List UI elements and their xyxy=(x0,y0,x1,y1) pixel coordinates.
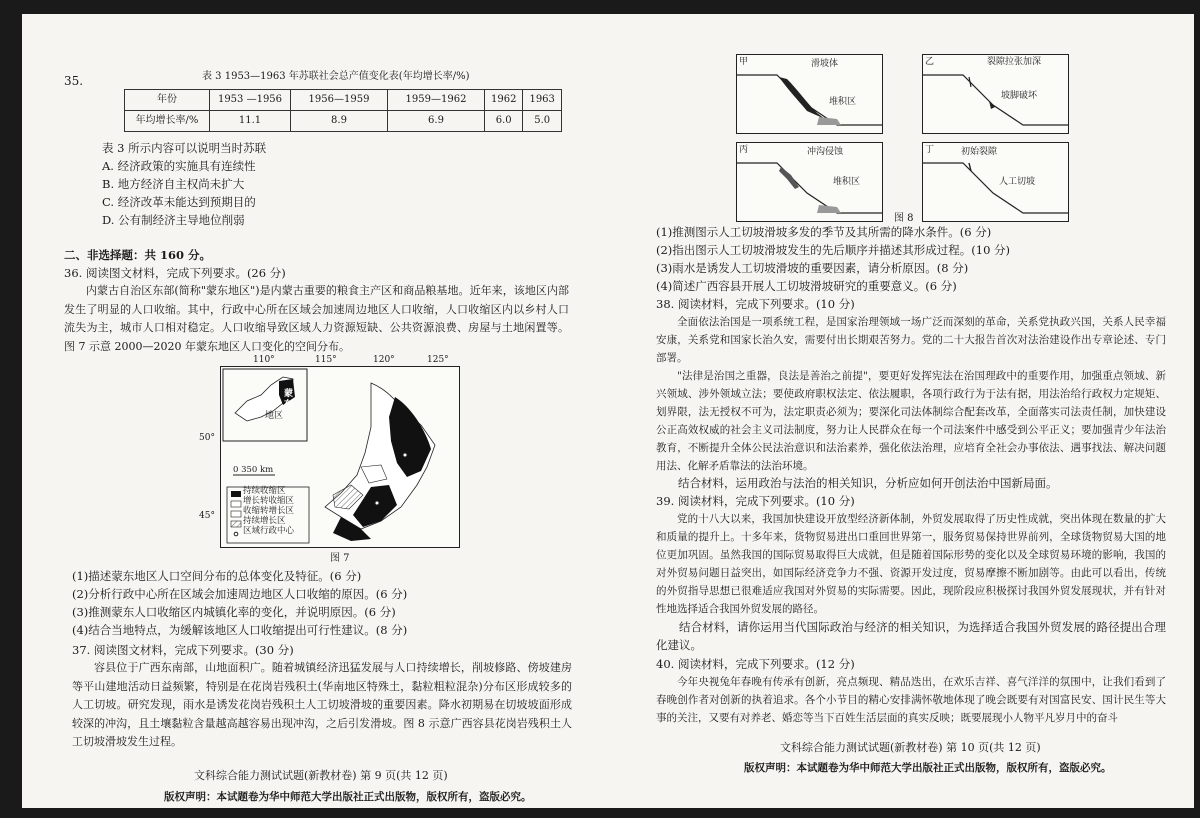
legend-swatch-shrink xyxy=(231,491,241,497)
question-36-heading: 36. 阅读图文材料，完成下列要求。(26 分) xyxy=(64,266,286,280)
question-40-heading: 40. 阅读材料，完成下列要求。(12 分) xyxy=(656,657,855,671)
table-cell: 1956—1959 xyxy=(291,90,388,111)
q36-subquestion: (4)结合当地特点，为缓解该地区人口收缩提出可行性建议。(8 分) xyxy=(72,623,408,637)
table-cell: 年份 xyxy=(125,90,210,111)
question-38-material-1: 全面依法治国是一项系统工程，是国家治理领域一场广泛而深刻的革命，关系党执政兴国，关系人民幸福安康，关系党和国家长治久安，需要付出长期艰苦努力。党的二十大报告首次对法治建设作出专章论述、专门部署。 xyxy=(656,316,1166,364)
q37-subquestion: (4)简述广西容县开展人工切坡滑坡研究的重要意义。(6 分) xyxy=(656,279,957,293)
table-cell: 8.9 xyxy=(291,111,388,132)
question-35-number: 35. xyxy=(64,74,84,88)
copyright-notice: 版权声明：本试题卷为华中师范大学出版社正式出版物，版权所有，盗版必究。 xyxy=(744,762,1112,774)
question-35-stem: 表 3 所示内容可以说明当时苏联 xyxy=(102,141,267,155)
panel-annotation: 坡脚破坏 xyxy=(1001,91,1038,101)
question-40-material: 今年央视兔年春晚有传承有创新，亮点频现、精品迭出，在欢乐吉祥、喜气洋洋的氛围中，让我们看到了春晚创作者对创新的执着追求。各个小节目的精心安排满怀敬地体现了晚会既要有对国富民安、国计民生等大事的关注，又要有对养老、婚恋等当下百姓生活层面的真实反映；既要展现小人物平凡岁月中的奋斗 xyxy=(656,676,1166,724)
panel-annotation: 冲沟侵蚀 xyxy=(807,147,844,157)
panel-label: 丁 xyxy=(925,145,935,155)
table-cell: 1962 xyxy=(485,90,523,111)
admin-center-marker xyxy=(375,501,379,505)
table-cell: 11.1 xyxy=(210,111,291,132)
panel-annotation: 滑坡体 xyxy=(811,59,839,69)
q37-subquestion: (3)雨水是诱发人工切坡滑坡的重要因素，请分析原因。(8 分) xyxy=(656,261,969,275)
lat-label: 50° xyxy=(199,433,215,443)
question-38-ask: 结合材料，运用政治与法治的相关知识，分析应如何开创法治中国新局面。 xyxy=(678,476,1058,490)
table-header-row xyxy=(125,90,562,111)
table-cell: 6.0 xyxy=(485,111,523,132)
question-39-material: 党的十八大以来，我国加快建设开放型经济新体制，外贸发展取得了历史性成就，突出体现在数量的扩大和质量的提升上。十多年来，货物贸易进出口重回世界第一，服务贸易保持世界前列，全球货物贸易大国的地位更加巩固。虽然我国的国际贸易取得巨大成就，但是随着国际形势的变化以及全球贸易环境的影响，我国的对外贸易问题日益突出，如国际经济竞争力不强、资源开发过度，贸易摩擦不断加剧等。由此可以看出，传统的外贸指导思想已很难适应我国对外贸易的实际需要。因此，现阶段应积极探讨我国外贸发展现状，并有针对性地选择适合我国外贸发展的路径。 xyxy=(656,513,1166,615)
question-39-heading: 39. 阅读材料，完成下列要求。(10 分) xyxy=(656,494,855,508)
question-38-material-2: "法律是治国之重器，良法是善治之前提"，要更好发挥宪法在治国理政中的重要作用，加强重点领域、新兴领域、涉外领域立法；要使政府职权法定、依法履职，各项行政行为于法有据，用法治给行政权力定规矩、划界限，法无授权不可为，法定职责必须为；要深化司法体制综合配套改革，全面落实司法责任制，加快建设公正高效权威的社会主义司法制度，努力让人民群众在每一个司法案件中感受到公平正义；要加强青少年法治教育，不断提升全体公民法治意识和法治素养，强化依法治理，应培育全社会办事依法、遇事找法、解决问题用法、化解矛盾靠法的法治环境。 xyxy=(656,370,1166,472)
option-a: A. 经济政策的实施具有连续性 xyxy=(102,159,256,173)
table-cell: 5.0 xyxy=(523,111,561,132)
scale-label: 0 350 km xyxy=(233,465,274,475)
panel-annotation: 裂隙拉张加深 xyxy=(987,57,1042,67)
question-36-material: 内蒙古自治区东部(简称"蒙东地区")是内蒙古重要的粮食主产区和商品粮基地。近年来，该地区内部发生了明显的人口收缩。其中，行政中心所在区域会加速周边地区人口收缩，人口收缩区内以乡村人口流失为主，城市人口相对稳定。人口收缩导致区域人力资源短缺、公共资源浪费、房屋与土地闲置等。图 7 示意 2000—2020 年蒙东地区人口变化的空间分布。 xyxy=(64,284,569,353)
page-10-footer: 文科综合能力测试试题(新教材卷) 第 10 页(共 12 页) xyxy=(780,741,1041,754)
option-d: D. 公有制经济主导地位削弱 xyxy=(102,213,245,227)
panel-label: 丙 xyxy=(739,145,749,155)
legend-item: 增长转收缩区 xyxy=(243,496,295,506)
inset-label-lower: 地区 xyxy=(265,411,284,421)
question-38-heading: 38. 阅读材料，完成下列要求。(10 分) xyxy=(656,297,855,311)
table-cell: 1963 xyxy=(523,90,561,111)
question-37-material: 容县位于广西东南部，山地面积广。随着城镇经济迅猛发展与人口持续增长，削坡修路、傍坡建房等平山建地活动日益频繁，特别是在花岗岩残积土(华南地区特殊土，黏粒粗粒混杂)分布区形成较多的人工切坡。研究发现，雨水是诱发花岗岩残积土人工切坡滑坡的重要因素。降水初期易在切坡坡面形成较深的冲沟，且土壤黏粒含量越高越容易出现冲沟，之后引发滑坡。图 8 示意广西容县花岗岩残积土人工切坡滑坡发生过程。 xyxy=(72,661,572,748)
panel-jia-svg xyxy=(737,55,882,133)
question-39-ask: 结合材料，请你运用当代国际政治与经济的相关知识，为选择适合我国外贸发展的路径提出合理化建议。 xyxy=(656,620,1166,652)
legend-swatch-growth-to-shrink xyxy=(231,501,241,507)
section-heading: 二、非选择题：共 160 分。 xyxy=(64,248,212,262)
exam-spread xyxy=(22,14,1194,808)
legend-swatch-shrink-to-growth xyxy=(231,511,241,517)
panel-annotation: 初始裂隙 xyxy=(961,147,998,157)
table-3-caption: 表 3 1953—1963 年苏联社会总产值变化表(年均增长率/%) xyxy=(202,71,470,82)
table-cell: 年均增长率/% xyxy=(125,111,210,132)
figure-8-panel-bing xyxy=(736,142,883,222)
page-9-footer: 文科综合能力测试试题(新教材卷) 第 9 页(共 12 页) xyxy=(194,769,448,782)
table-row xyxy=(125,111,562,132)
lat-label: 45° xyxy=(199,511,215,521)
panel-label: 乙 xyxy=(925,57,935,67)
figure-7-map xyxy=(199,355,460,548)
legend-item: 持续增长区 xyxy=(243,516,286,526)
legend-swatch-continuous-growth xyxy=(231,521,241,527)
option-b: B. 地方经济自主权尚未扩大 xyxy=(102,177,245,191)
legend-item: 区域行政中心 xyxy=(243,526,295,536)
figure-8-caption: 图 8 xyxy=(894,213,914,224)
lon-label: 125° xyxy=(427,355,449,365)
inset-label: 蒙东 xyxy=(284,389,294,410)
panel-annotation: 堆积区 xyxy=(833,177,861,187)
q36-subquestion: (3)推测蒙东人口收缩区内城镇化率的变化，并说明原因。(6 分) xyxy=(72,605,396,619)
panel-label: 甲 xyxy=(739,57,749,67)
panel-annotation: 堆积区 xyxy=(829,97,857,107)
legend-marker-admin-center xyxy=(234,532,238,536)
legend-item: 持续收缩区 xyxy=(243,486,286,496)
table-cell: 1959—1962 xyxy=(388,90,485,111)
figure-8-panel-jia xyxy=(736,54,883,134)
copyright-notice: 版权声明：本试题卷为华中师范大学出版社正式出版物，版权所有，盗版必究。 xyxy=(164,791,532,803)
legend-item: 收缩转增长区 xyxy=(243,506,295,516)
option-c: C. 经济改革未能达到预期目的 xyxy=(102,195,256,209)
table-cell: 6.9 xyxy=(388,111,485,132)
q37-subquestion: (1)推测图示人工切坡滑坡多发的季节及其所需的降水条件。(6 分) xyxy=(656,225,992,239)
q37-subquestion: (2)指出图示人工切坡滑坡发生的先后顺序并描述其形成过程。(10 分) xyxy=(656,243,1011,257)
figure-8-panel-yi xyxy=(922,54,1069,134)
lon-label: 110° xyxy=(253,355,275,365)
q36-subquestion: (2)分析行政中心所在区域会加速周边地区人口收缩的原因。(6 分) xyxy=(72,587,408,601)
table-cell: 1953 —1956 xyxy=(210,90,291,111)
panel-annotation: 人工切坡 xyxy=(999,177,1036,187)
figure-8-panel-ding xyxy=(922,142,1069,222)
question-37-heading: 37. 阅读图文材料，完成下列要求。(30 分) xyxy=(72,643,294,657)
q36-subquestion: (1)描述蒙东地区人口空间分布的总体变化及特征。(6 分) xyxy=(72,569,362,583)
admin-center-marker xyxy=(403,453,407,457)
lon-label: 120° xyxy=(373,355,395,365)
table-3 xyxy=(124,89,562,132)
figure-7-caption: 图 7 xyxy=(330,553,350,564)
lon-label: 115° xyxy=(315,355,337,365)
